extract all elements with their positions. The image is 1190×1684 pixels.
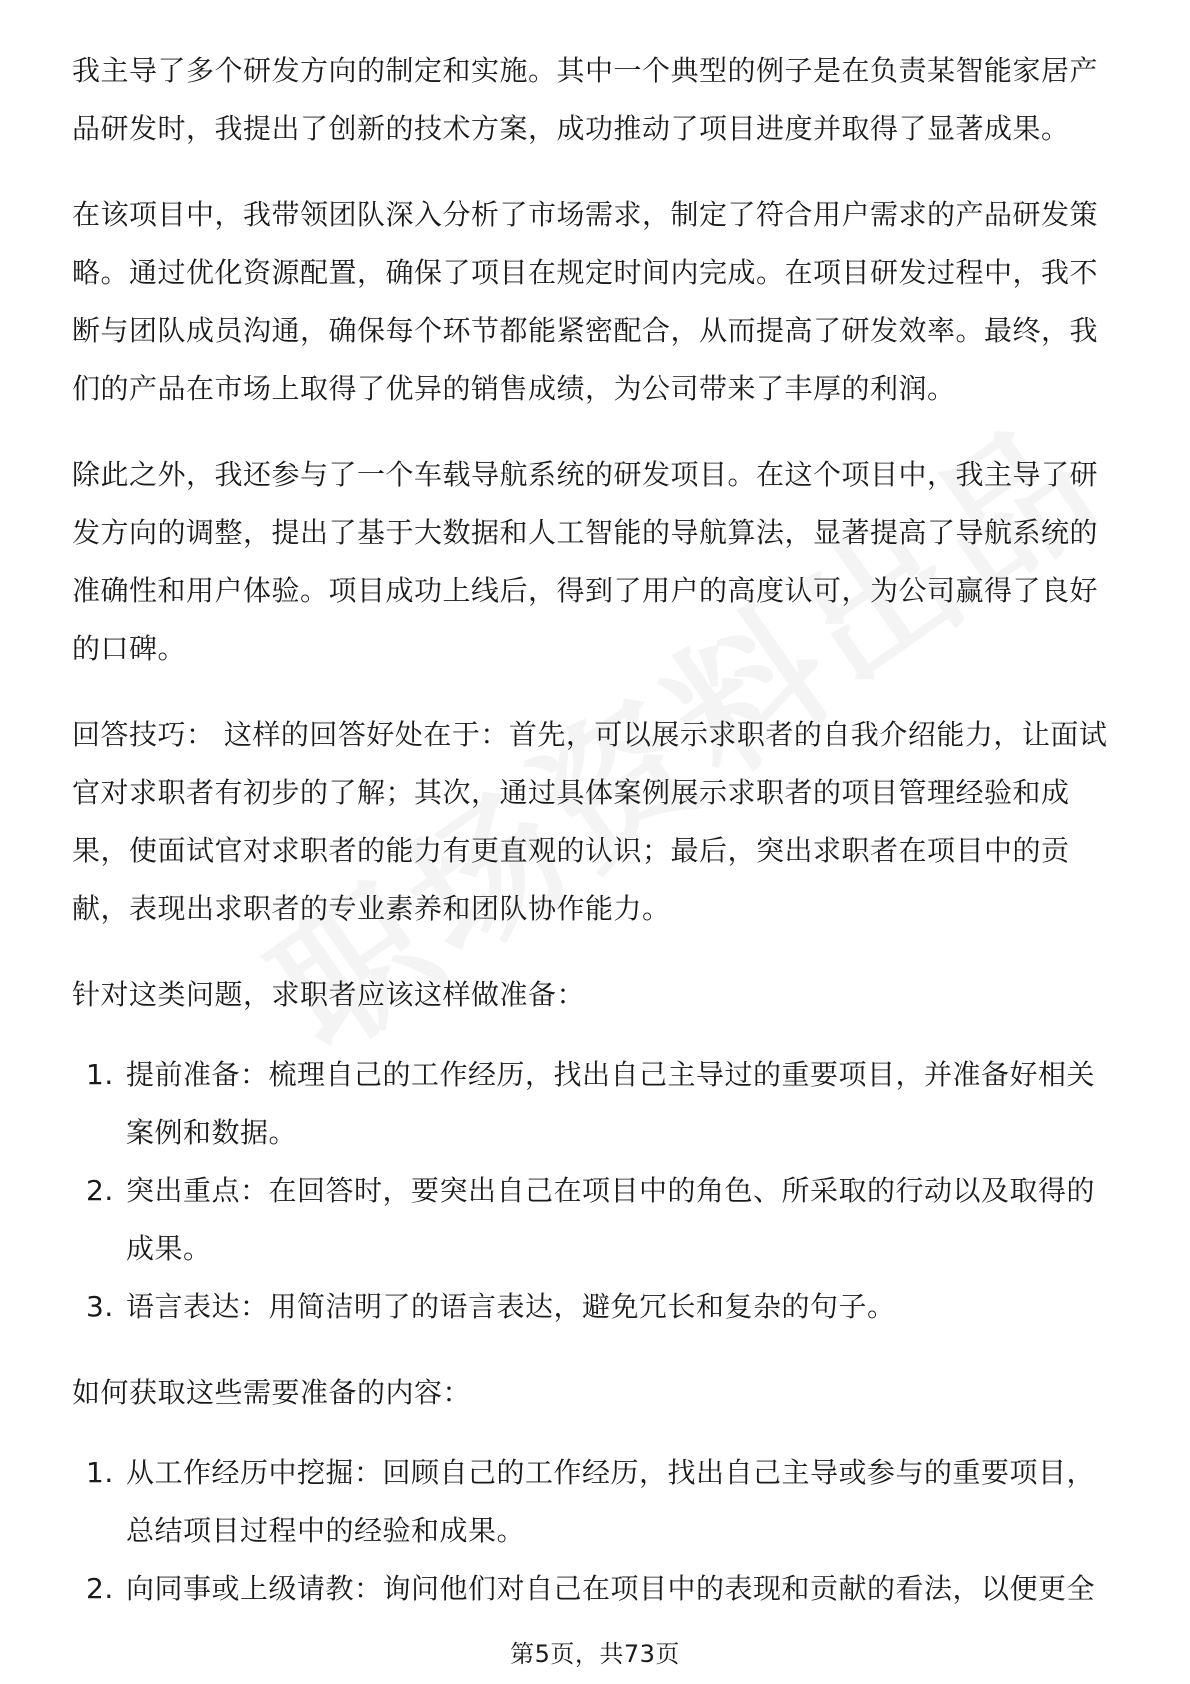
- list-number: 1.: [86, 1456, 114, 1489]
- list-text: 突出重点：在回答时，要突出自己在项目中的角色、所采取的行动以及取得的成果。: [126, 1174, 1096, 1265]
- source-heading: 如何获取这些需要准备的内容：: [72, 1376, 472, 1409]
- list-item: [72, 1162, 1122, 1278]
- page-content: [72, 42, 1122, 1646]
- list-text: 从工作经历中挖掘：回顾自己的工作经历，找出自己主导或参与的重要项目，总结项目过程中的经验和成果。: [126, 1456, 1096, 1547]
- list-number: 2.: [86, 1572, 114, 1605]
- page-footer: 第5页，共73页: [510, 1640, 680, 1668]
- list-item: [72, 1444, 1122, 1560]
- paragraph-answer-tips: 回答技巧： 这样的回答好处在于：首先，可以展示求职者的自我介绍能力，让面试官对求职者有初步的了解；其次，通过具体案例展示求职者的项目管理经验和成果，使面试官对求职者的能力有更直观的认识；最后，突出求职者在项目中的贡献，表现出求职者的专业素养和团队协作能力。: [72, 718, 1108, 925]
- paragraph-navigation-project: 除此之外，我还参与了一个车载导航系统的研发项目。在这个项目中，我主导了研发方向的调整，提出了基于大数据和人工智能的导航算法，显著提高了导航系统的准确性和用户体验。项目成功上线后，得到了用户的高度认可，为公司赢得了良好的口碑。: [72, 458, 1099, 665]
- list-text: 向同事或上级请教：询问他们对自己在项目中的表现和贡献的看法，以便更全: [126, 1572, 1096, 1605]
- list-number: 1.: [86, 1058, 114, 1091]
- list-number: 2.: [86, 1174, 114, 1207]
- prep-list: [72, 1046, 1122, 1336]
- list-text: 提前准备：梳理自己的工作经历，找出自己主导过的重要项目，并准备好相关案例和数据。: [126, 1058, 1096, 1149]
- list-number: 3.: [86, 1290, 114, 1323]
- list-item: [72, 1046, 1122, 1162]
- list-item: [72, 1278, 1122, 1336]
- list-item: [72, 1560, 1122, 1618]
- list-text: 语言表达：用简洁明了的语言表达，避免冗长和复杂的句子。: [126, 1290, 896, 1323]
- source-list: [72, 1444, 1122, 1618]
- paragraph-project-detail: 在该项目中，我带领团队深入分析了市场需求，制定了符合用户需求的产品研发策略。通过优化资源配置，确保了项目在规定时间内完成。在项目研发过程中，我不断与团队成员沟通，确保每个环节都能紧密配合，从而提高了研发效率。最终，我们的产品在市场上取得了优异的销售成绩，为公司带来了丰厚的利润。: [72, 198, 1099, 405]
- prep-heading: 针对这类问题，求职者应该这样做准备：: [72, 978, 586, 1011]
- paragraph-leadership: 我主导了多个研发方向的制定和实施。其中一个典型的例子是在负责某智能家居产品研发时，我提出了创新的技术方案，成功推动了项目进度并取得了显著成果。: [72, 54, 1099, 145]
